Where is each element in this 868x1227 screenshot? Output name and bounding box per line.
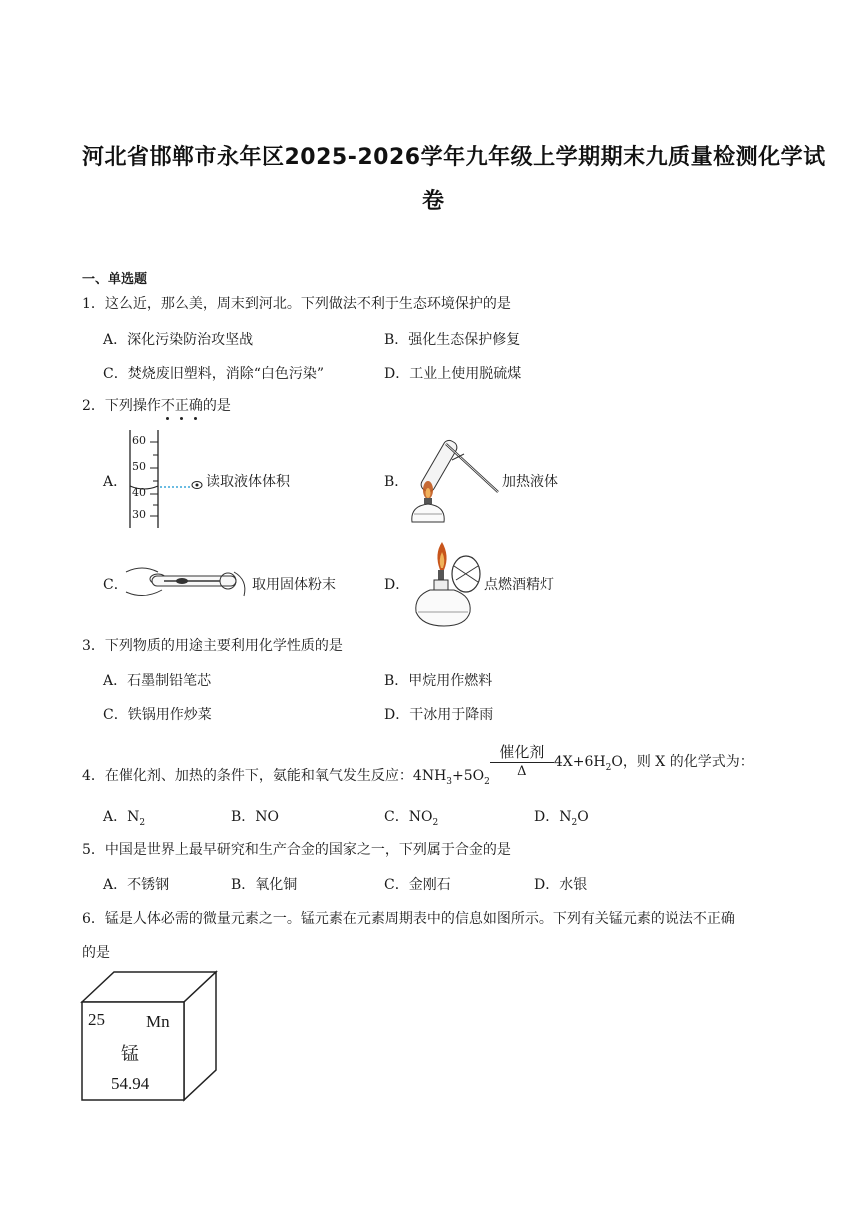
q5-option-a: A．不锈钢 [103,877,170,893]
q4-stem-text: 4．在催化剂、加热的条件下，氨能和氧气发生反应：4NH [82,767,447,784]
q1-option-d: D．工业上使用脱硫煤 [384,366,522,382]
q4-stem-text: +5O [452,767,485,784]
q4-sub: 2 [571,817,578,828]
q1-option-c: C．焚烧废旧塑料，消除“白色污染” [103,366,325,382]
cyl-tick-30: 30 [132,508,146,521]
element-atomic-mass: 54.94 [111,1074,150,1093]
q4-option-d-text: D．N [534,809,572,825]
doc-title-line1: 河北省邯郸市永年区2025-2026学年九年级上学期期末九质量检测化学试 [82,145,826,170]
q4-option-c-text: C．NO [384,809,433,825]
q5-option-b: B．氧化铜 [231,877,298,893]
q4-option-d-text: O [577,809,589,825]
q2-stem-emph: 不 [160,398,175,414]
q2-stem [82,397,231,415]
q2-option-a-label: 读取液体体积 [206,474,290,490]
q4-sub: 2 [605,762,612,773]
reaction-condition-top: 催化剂 [499,743,545,761]
q3-stem: 3．下列物质的用途主要利用化学性质的是 [82,638,343,654]
q4-stem-text: 4X+6H [553,753,606,770]
q4-sub: 3 [446,776,453,787]
q5-option-d: D．水银 [534,877,588,893]
q3-option-d: D．干冰用于降雨 [384,707,494,723]
element-atomic-number: 25 [88,1010,105,1029]
heating-liquid-figure [402,430,504,530]
doc-title-line2: 卷 [422,189,445,214]
element-name: 锰 [121,1044,139,1065]
section-heading: 一、单选题 [82,272,148,287]
q2-option-a-letter: A． [103,474,128,490]
q6-stem-line2: 的是 [82,945,110,961]
q4-sub: 2 [484,776,490,787]
cyl-tick-50: 50 [132,460,146,473]
q2-option-b-letter: B． [384,474,409,490]
q1-option-a: A．深化污染防治攻坚战 [103,332,254,348]
cyl-tick-40: 40 [132,486,146,499]
reaction-condition-bottom: Δ [517,764,527,779]
q4-sub: 2 [432,817,439,828]
q4-option-a-text: A．N [103,809,140,825]
q6-stem-line1: 6．锰是人体必需的微量元素之一。锰元素在元素周期表中的信息如图所示。下列有关锰元素的说法不正确 [82,911,735,927]
q1-option-b: B．强化生态保护修复 [384,332,521,348]
q4-option-b: B．NO [231,809,280,825]
q2-option-c-label: 取用固体粉末 [252,577,336,593]
alcohol-lamp-figure [404,540,488,630]
cyl-tick-60: 60 [132,434,146,447]
q4-stem-text: O，则 X 的化学式为： [611,753,754,770]
q2-option-d-label: 点燃酒精灯 [484,577,554,593]
q3-option-b: B．甲烷用作燃料 [384,673,493,689]
q5-option-c: C．金刚石 [384,877,451,893]
q2-option-d-letter: D． [384,577,410,593]
q2-option-c-letter: C． [103,577,128,593]
q5-stem: 5．中国是世界上最早研究和生产合金的国家之一，下列属于合金的是 [82,842,511,858]
reaction-condition [490,743,554,780]
q4-stem [82,743,754,787]
q2-stem-emph: 确 [188,398,203,414]
q3-option-c: C．铁锅用作炒菜 [103,707,212,723]
q2-option-b-label: 加热液体 [502,474,558,490]
powder-tube-figure [124,560,252,606]
q2-stem-post: 的是 [202,398,231,414]
q2-stem-emph: 正 [174,398,189,414]
q4-option-d [534,808,589,832]
q4-option-c [384,808,438,832]
element-symbol: Mn [146,1012,170,1031]
q4-sub: 2 [139,817,146,828]
q2-stem-pre: 2．下列操作 [82,398,161,414]
q3-option-a: A．石墨制铅笔芯 [103,673,212,689]
q1-stem: 1．这么近，那么美，周末到河北。下列做法不利于生态环境保护的是 [82,296,511,312]
reaction-arrow-line [490,762,554,763]
q4-option-a [103,808,145,832]
